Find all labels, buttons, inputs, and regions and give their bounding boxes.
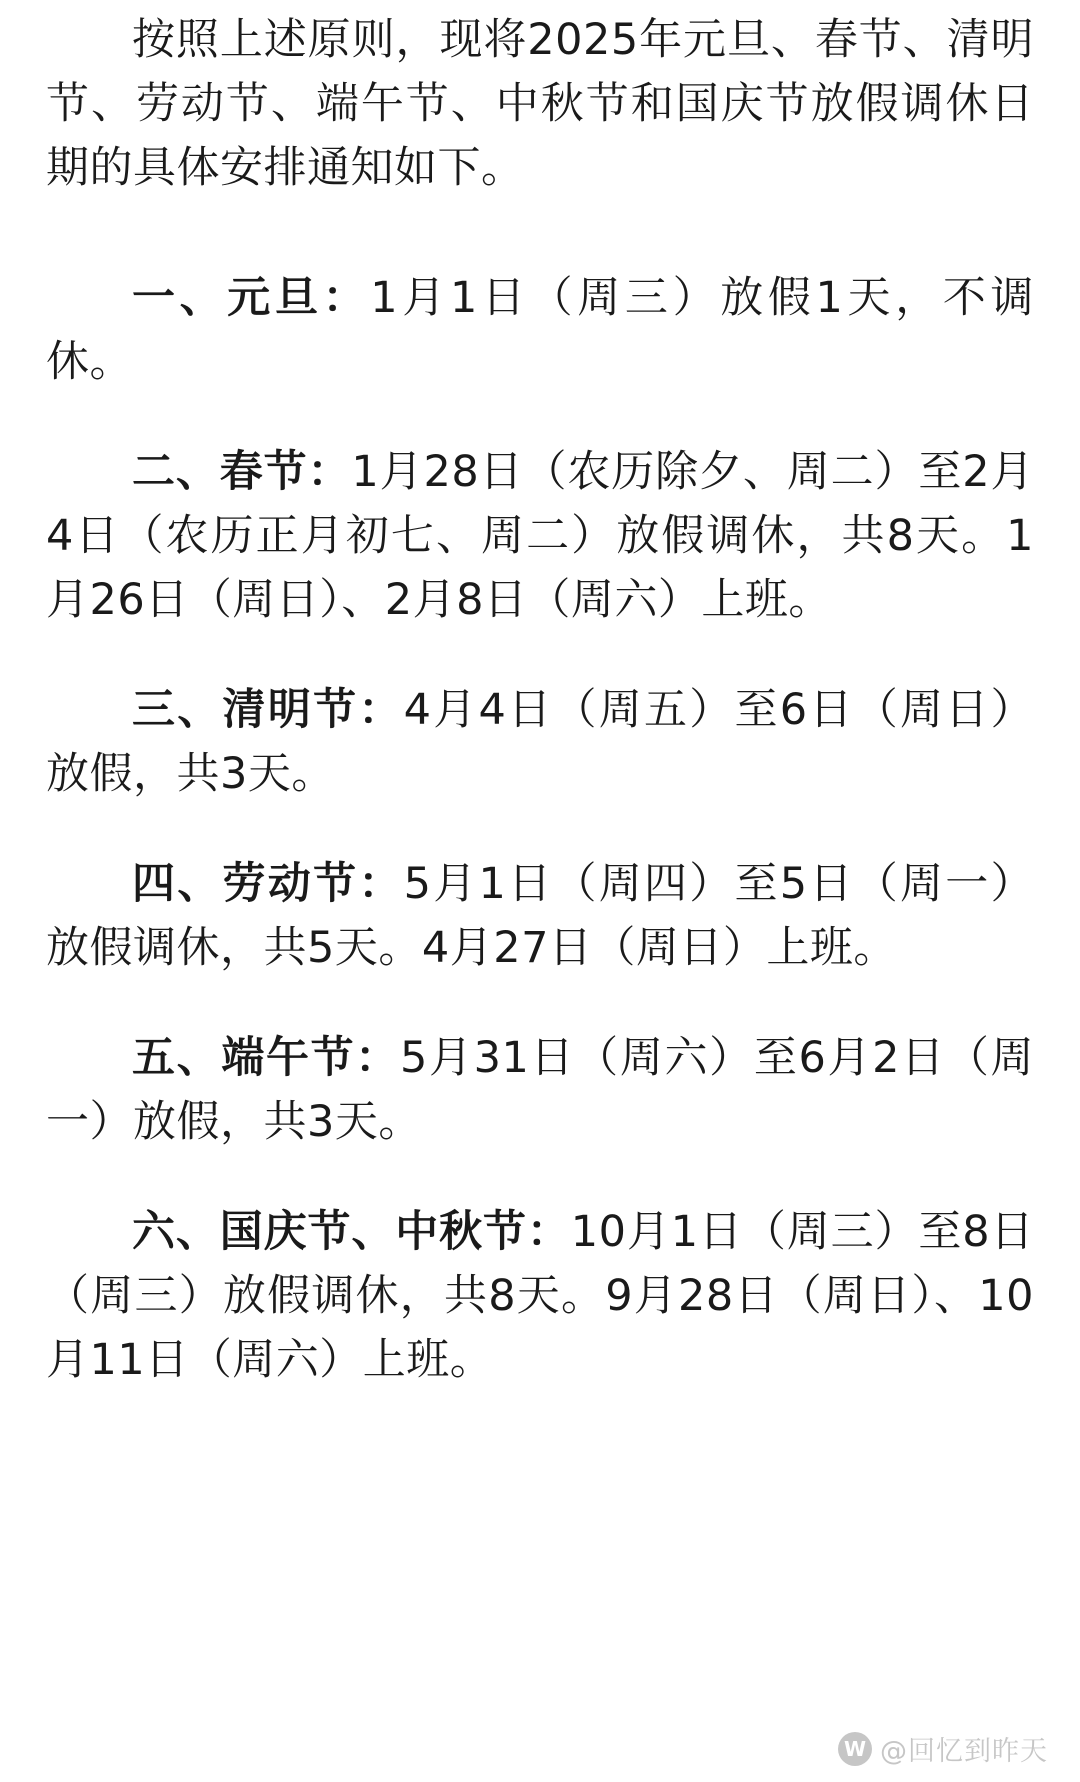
paragraph-heading: 五、端午节： [132,1033,400,1083]
paragraph-text: 1月28日（农历除夕、周二）至2月4日（农历正月初七、周二）放假调休，共8天。1月26日（周日）、2月8日（周六）上班。 [46,447,1034,625]
paragraph-spring-festival [46,440,1034,632]
paragraph-text: 10月1日（周三）至8日（周三）放假调休，共8天。9月28日（周日）、10月11日（周六）上班。 [46,1207,1034,1385]
paragraph-heading: 四、劳动节： [132,859,404,909]
paragraph-text: 5月31日（周六）至6月2日（周一）放假，共3天。 [46,1033,1035,1147]
weibo-icon: W [838,1732,872,1766]
paragraph-intro [46,8,1034,200]
paragraph-text: 4月4日（周五）至6日（周日）放假，共3天。 [46,685,1035,799]
paragraph-qingming [46,678,1034,806]
watermark [838,1729,1048,1768]
paragraph-dragon-boat [46,1026,1034,1154]
paragraph-heading: 六、国庆节、中秋节： [132,1207,571,1257]
paragraph-heading: 二、春节： [132,447,352,497]
paragraph-text: 5月1日（周四）至5日（周一）放假调休，共5天。4月27日（周日）上班。 [46,859,1035,973]
paragraph-heading: 一、元旦： [132,273,371,323]
paragraph-labour-day [46,852,1034,980]
paragraph-heading: 三、清明节： [132,685,404,735]
paragraph-text: 1月1日（周三）放假1天，不调休。 [46,273,1035,387]
watermark-username: @回忆到昨天 [880,1736,1048,1767]
paragraph-new-year [46,266,1034,394]
paragraph-national-midautumn [46,1200,1034,1392]
paragraph-text: 按照上述原则，现将2025年元旦、春节、清明节、劳动节、端午节、中秋节和国庆节放假调休日期的具体安排通知如下。 [46,15,1034,193]
